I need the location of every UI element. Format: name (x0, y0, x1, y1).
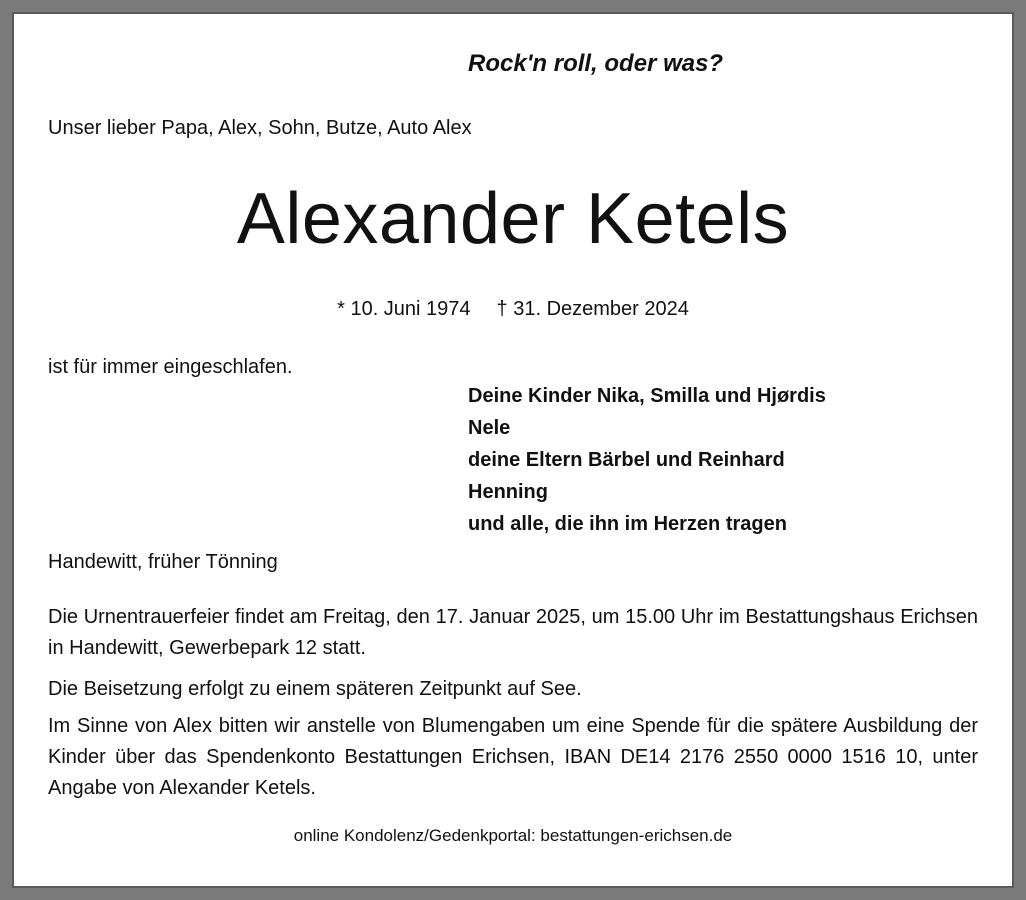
mourner-line: deine Eltern Bärbel und Reinhard (468, 449, 785, 471)
nicknames-line: Unser lieber Papa, Alex, Sohn, Butze, Auto Alex (48, 117, 472, 139)
mourners-list (468, 380, 826, 540)
burial-paragraph: Die Beisetzung erfolgt zu einem späteren Zeitpunkt auf See. (48, 678, 582, 700)
life-dates (0, 298, 1026, 321)
mourner-line: und alle, die ihn im Herzen tragen (468, 513, 787, 535)
funeral-service-paragraph: Die Urnentrauerfeier findet am Freitag, den 17. Januar 2025, um 15.00 Uhr im Bestattungshaus Erichsen in Handewitt, Gewerbepark 12 statt. (48, 606, 978, 659)
birth-date: * 10. Juni 1974 (337, 298, 471, 320)
mourner-line: Henning (468, 481, 548, 503)
death-date: † 31. Dezember 2024 (496, 298, 689, 320)
place-line: Handewitt, früher Tönning (48, 551, 278, 573)
mourner-line: Nele (468, 417, 511, 439)
asleep-line: ist für immer eingeschlafen. (48, 356, 293, 378)
donation-paragraph: Im Sinne von Alex bitten wir anstelle von Blumengaben um eine Spende für die spätere Ausbildung der Kinder über das Spendenkonto Bestattungen Erichsen, IBAN DE14 2176 2550 0000 1516 10, unter Angabe von Alexander Ketels. (48, 715, 978, 799)
mourner-line: Deine Kinder Nika, Smilla und Hjørdis (468, 385, 826, 407)
condolence-portal-line: online Kondolenz/Gedenkportal: bestattungen-erichsen.de (293, 826, 733, 845)
motto: Rock'n roll, oder was? (468, 50, 724, 77)
deceased-name: Alexander Ketels (236, 179, 790, 259)
